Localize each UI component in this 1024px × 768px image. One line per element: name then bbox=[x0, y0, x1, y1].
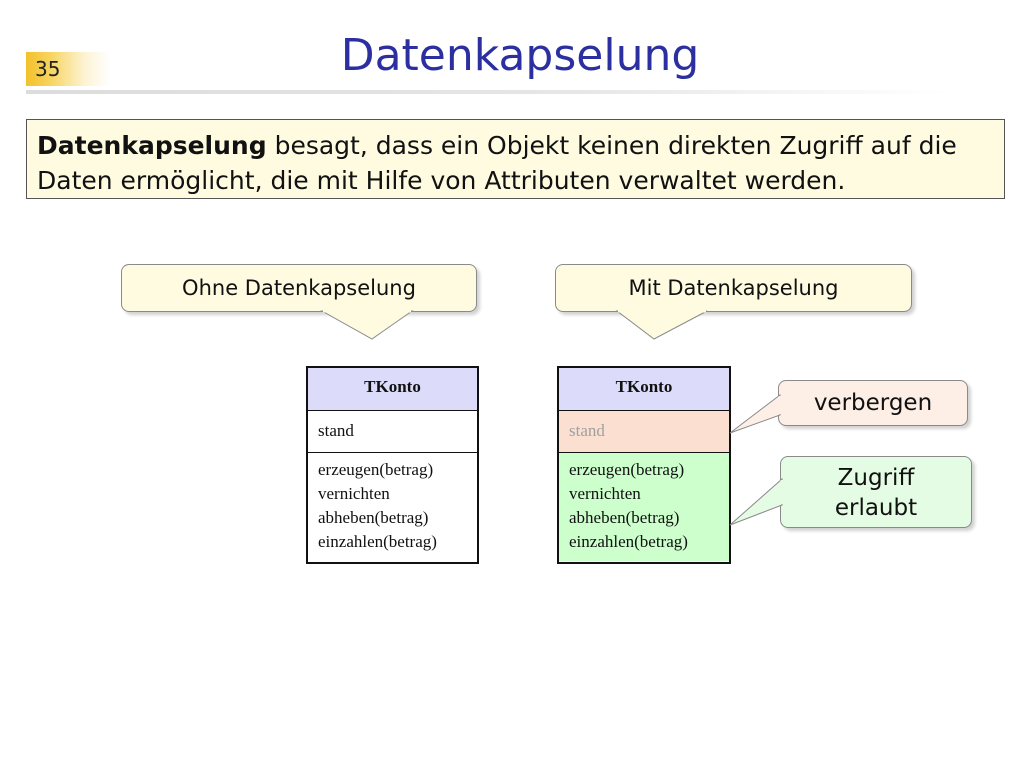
callout-with-encapsulation bbox=[555, 264, 912, 312]
callout-label-access bbox=[781, 457, 971, 523]
definition-box bbox=[26, 119, 1005, 199]
title-divider bbox=[26, 90, 946, 94]
uml-operations-allowed bbox=[559, 453, 729, 561]
callout-label-hide: verbergen bbox=[813, 390, 933, 416]
callout-tail-with bbox=[612, 311, 732, 351]
callout-label-without: Ohne Datenkapselung bbox=[182, 276, 416, 300]
uml-operation: abheben(betrag) bbox=[569, 508, 680, 527]
uml-operation: erzeugen(betrag) bbox=[569, 460, 685, 479]
uml-class-with bbox=[557, 366, 731, 564]
callout-line: Zugriff bbox=[837, 465, 915, 491]
uml-operation: abheben(betrag) bbox=[318, 508, 429, 527]
callout-without-encapsulation bbox=[121, 264, 477, 312]
uml-class-name: TKonto bbox=[559, 368, 729, 411]
uml-operations bbox=[308, 453, 477, 554]
slide-number-badge bbox=[26, 52, 110, 86]
callout-tail-without bbox=[317, 311, 437, 351]
callout-access-allowed bbox=[780, 456, 972, 528]
uml-attribute-hidden: stand bbox=[559, 411, 729, 453]
uml-operation: einzahlen(betrag) bbox=[318, 532, 437, 551]
uml-operation: einzahlen(betrag) bbox=[569, 532, 688, 551]
callout-label-with: Mit Datenkapselung bbox=[628, 276, 839, 300]
uml-class-name: TKonto bbox=[308, 368, 477, 411]
definition-term: Datenkapselung bbox=[37, 131, 267, 160]
uml-class-without bbox=[306, 366, 479, 564]
uml-operation: erzeugen(betrag) bbox=[318, 460, 434, 479]
uml-operation: vernichten bbox=[569, 484, 641, 503]
definition-text: besagt, dass ein Objekt keinen direkten Zugriff auf die Daten ermöglicht, die mit Hilfe von Attributen verwaltet werden. bbox=[37, 131, 957, 195]
slide-title: Datenkapselung bbox=[340, 30, 700, 81]
slide-number: 35 bbox=[35, 57, 61, 81]
callout-hide bbox=[778, 380, 968, 426]
callout-line: erlaubt bbox=[834, 495, 918, 521]
uml-attribute: stand bbox=[308, 411, 477, 453]
uml-operation: vernichten bbox=[318, 484, 390, 503]
